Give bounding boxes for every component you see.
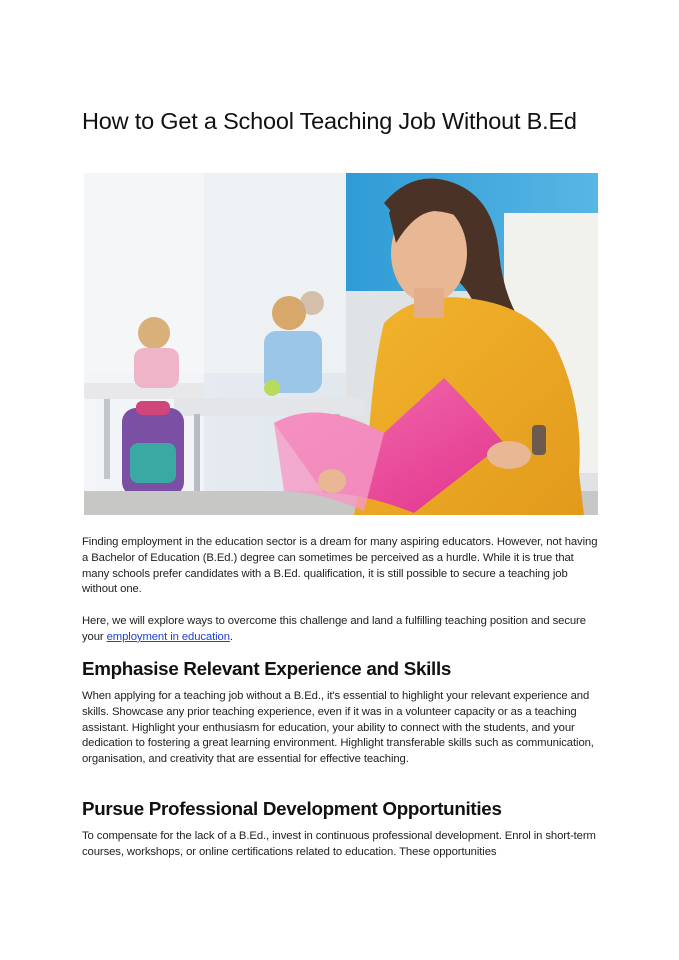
intro-paragraph-2-text: Here, we will explore ways to overcome this challenge and land a fulfilling teaching position and secure your (82, 615, 586, 643)
section-heading-experience: Emphasise Relevant Experience and Skills (82, 658, 452, 679)
hero-image (84, 173, 598, 515)
section-body-experience: When applying for a teaching job without a B.Ed., it's essential to highlight your relevant experience and skills. Showcase any prior teaching experience, even if it was in a volunteer capacity or as a teaching assistant. Highlight your enthusiasm for education, your ability to connect with the students, and your dedication to fostering a great learning environment. Highlight transferable skills such as communication, organisation, and creativity that are essential for effective teaching. (82, 690, 594, 766)
section-body-professional-development: To compensate for the lack of a B.Ed., invest in continuous professional development. Enrol in short-term courses, workshops, or online certifications related to education. These opportunities (82, 830, 596, 858)
employment-in-education-link[interactable]: employment in education (106, 630, 230, 643)
section-heading-professional-development: Pursue Professional Development Opportunities (82, 798, 502, 819)
page-title: How to Get a School Teaching Job Without B.Ed (82, 108, 577, 134)
intro-paragraph-2 (82, 614, 598, 646)
intro-paragraph-2-end: . (229, 630, 233, 643)
intro-paragraph-1: Finding employment in the education sector is a dream for many aspiring educators. However, not having a Bachelor of Education (B.Ed.) degree can sometimes be perceived as a hurdle. While it is true that many schools prefer candidates with a B.Ed. qualification, it is still possible to secure a teaching job without one. (82, 536, 598, 596)
